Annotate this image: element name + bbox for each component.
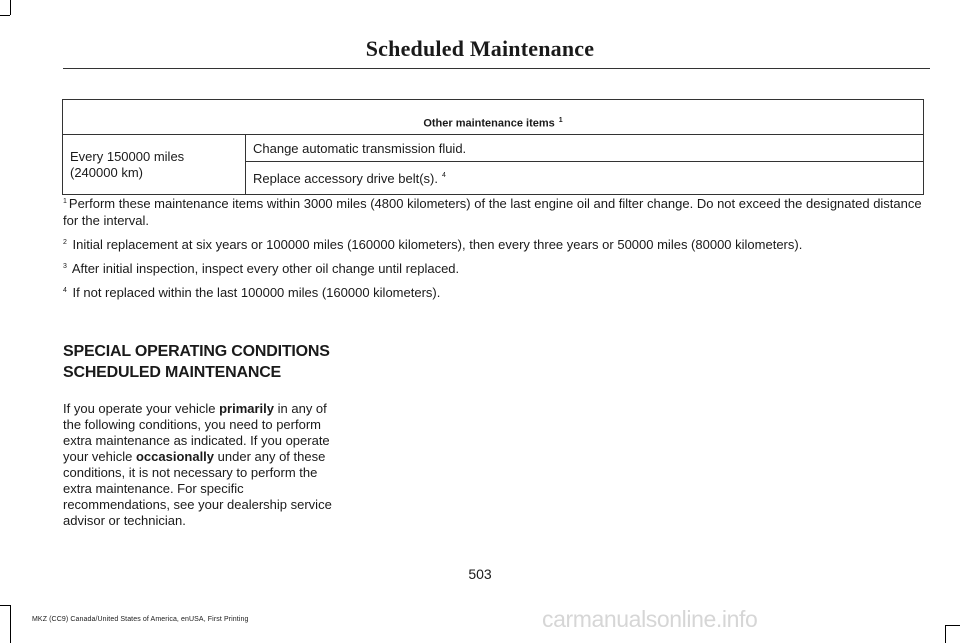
interval-line2: (240000 km) [70, 165, 143, 180]
para-text: If you operate your vehicle [63, 401, 220, 416]
maintenance-table [62, 99, 924, 195]
crop-mark-bottom-right-v [945, 625, 946, 643]
footnote-4 [63, 284, 933, 301]
footer-printing-info: MKZ (CC9) Canada/United States of America, enUSA, First Printing [32, 616, 249, 623]
footnote-number: 1 [63, 198, 67, 205]
action-cell [246, 135, 924, 162]
footnote-1 [63, 195, 933, 229]
section-heading-special-operating-conditions: SPECIAL OPERATING CONDITIONS [63, 343, 330, 360]
footnote-text: If not replaced within the last 100000 miles (160000 kilometers). [72, 285, 441, 300]
body-paragraph [63, 401, 345, 529]
action-text: Change automatic transmission fluid. [253, 140, 467, 156]
table-header-text: Other maintenance items [423, 118, 555, 130]
footnote-text: After initial inspection, inspect every other oil change until replaced. [71, 261, 460, 276]
table-header-cell [63, 100, 924, 135]
para-emphasis-primarily: primarily [219, 401, 275, 416]
footnote-number: 4 [63, 287, 67, 294]
table-header-row [63, 100, 924, 135]
table-row [63, 135, 924, 162]
crop-mark-bottom-left-v [10, 605, 11, 643]
footnote-number: 3 [63, 263, 67, 270]
footnote-text: Perform these maintenance items within 3000 miles (4800 kilometers) of the last engine oil and filter change. Do not exceed the designated distance for the interval. [63, 196, 922, 228]
table-header-footnote-marker: 1 [558, 117, 563, 125]
crop-mark-bottom-right-h [946, 625, 960, 626]
crop-mark-top-left-v [10, 0, 11, 15]
para-emphasis-occasionally: occasionally [135, 449, 215, 464]
footnote-text: Initial replacement at six years or 100000 miles (160000 kilometers), then every three years or 50000 miles (80000 kilometers). [72, 237, 803, 252]
footnote-2 [63, 236, 933, 253]
crop-mark-top-left-h [0, 15, 10, 16]
para-text: under any of these conditions, it is not necessary to perform the extra maintenance. For specific recommendations, see your dealership service advisor or technician. [63, 449, 332, 528]
footnotes [63, 195, 933, 308]
para-text: in any of the following conditions, you need to perform extra maintenance as indicated. If you operate your vehicle [63, 401, 330, 464]
page-title: Scheduled Maintenance [365, 36, 595, 61]
footnote-3 [63, 260, 933, 277]
interval-line1: Every 150000 miles [70, 149, 185, 164]
crop-mark-bottom-left-h [0, 605, 10, 606]
page-number: 503 [468, 566, 492, 582]
action-cell [246, 162, 924, 195]
action-text: Replace accessory drive belt(s). [253, 170, 438, 186]
section-heading-scheduled-maintenance: SCHEDULED MAINTENANCE [63, 364, 282, 381]
action-footnote-marker: 4 [441, 172, 446, 180]
watermark: carmanualsonline.info [542, 606, 758, 632]
interval-cell [63, 135, 246, 195]
title-rule [63, 68, 930, 69]
footnote-number: 2 [63, 239, 67, 246]
